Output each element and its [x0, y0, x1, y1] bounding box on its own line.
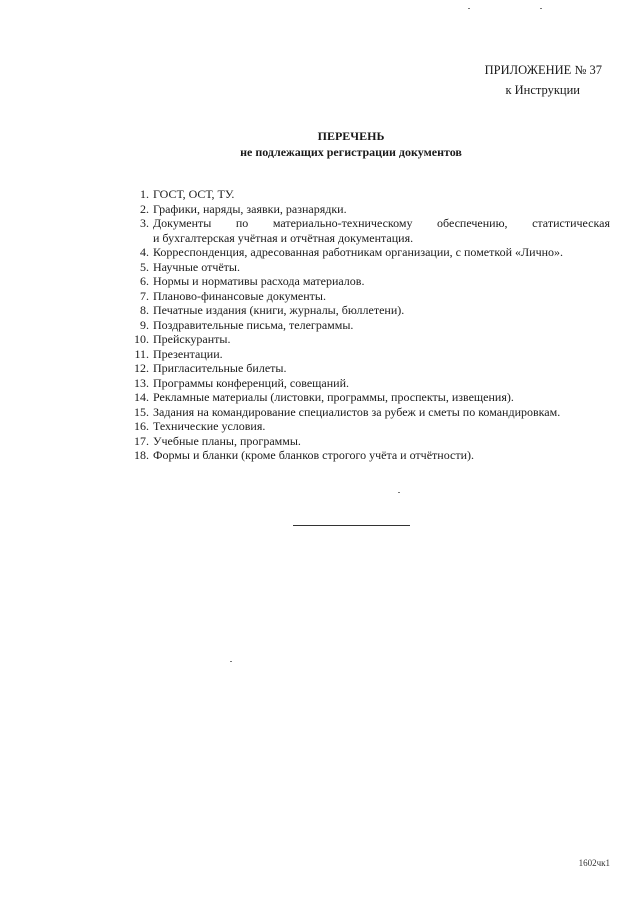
list-item	[132, 448, 610, 463]
appendix-number: ПРИЛОЖЕНИЕ № 37	[484, 63, 602, 77]
list-item-number: 16.	[134, 419, 149, 433]
list-item-text: Учебные планы, программы.	[153, 433, 301, 448]
list-item-number: 10.	[134, 332, 149, 346]
title-main: ПЕРЕЧЕНЬ	[317, 129, 385, 143]
list-item-number: 11.	[134, 346, 149, 361]
scan-speck	[398, 492, 400, 493]
list-item-text: Планово-финансовые документы.	[153, 288, 326, 303]
list-item	[132, 245, 610, 260]
list-item	[132, 274, 610, 289]
list-item	[132, 434, 610, 449]
list-item-text: Нормы и нормативы расхода материалов.	[153, 274, 365, 288]
list-item-text: Корреспонденция, адресованная работникам организации, с пометкой «Лично».	[153, 245, 564, 259]
list-item-number: 9.	[140, 317, 149, 332]
list-item	[132, 390, 610, 405]
separator-line	[293, 525, 410, 526]
list-item-number: 12.	[134, 361, 149, 375]
list-item-number: 4.	[140, 245, 149, 259]
list-item-number: 1.	[140, 187, 149, 201]
list-item-number: 8.	[140, 303, 149, 317]
list-item-text: Задания на командирование специалистов за рубеж и сметы по командировкам.	[153, 404, 561, 419]
list-item-text: ГОСТ, ОСТ, ТУ.	[153, 187, 235, 201]
scan-speck	[230, 661, 232, 662]
list-item-text: Рекламные материалы (листовки, программы, проспекты, извещения).	[153, 390, 514, 404]
list-item-number: 6.	[140, 274, 149, 288]
list-item	[132, 405, 610, 420]
scan-speck	[540, 8, 542, 9]
scan-speck	[468, 8, 470, 9]
list-item-number: 15.	[134, 404, 149, 419]
list-item-number: 5.	[140, 259, 149, 274]
document-list	[132, 187, 610, 463]
list-item-number: 7.	[140, 288, 149, 303]
list-item-text: Поздравительные письма, телеграммы.	[153, 317, 354, 332]
list-item	[132, 187, 610, 202]
list-item	[132, 419, 610, 434]
list-item-text	[153, 216, 610, 245]
list-item-text: Печатные издания (книги, журналы, бюллетени).	[153, 303, 405, 317]
list-item-text: Презентации.	[153, 346, 223, 361]
list-item-text: Графики, наряды, заявки, разнарядки.	[153, 201, 347, 216]
list-item-text: Прейскуранты.	[153, 332, 231, 346]
list-item	[132, 376, 610, 391]
list-item-word: по	[235, 216, 249, 230]
list-item-continuation: и бухгалтерская учётная и отчётная документация.	[153, 230, 414, 245]
list-item	[132, 260, 610, 275]
list-item	[132, 202, 610, 217]
list-item-text: Программы конференций, совещаний.	[153, 375, 350, 390]
title-subtitle: не подлежащих регистрации документов	[240, 145, 462, 159]
list-item	[132, 216, 610, 245]
list-item-number: 3.	[140, 216, 149, 230]
list-item-number: 14.	[134, 390, 149, 404]
list-item-number: 2.	[140, 201, 149, 216]
list-item-text: Формы и бланки (кроме бланков строгого учёта и отчётности).	[153, 448, 474, 462]
document-title	[0, 128, 640, 160]
list-item-text: Научные отчёты.	[153, 259, 240, 274]
list-item-text: Технические условия.	[153, 419, 266, 433]
appendix-reference: к Инструкции	[505, 83, 580, 97]
list-item-word: материально-техническому	[272, 216, 413, 230]
list-item-word: обеспечению,	[437, 216, 508, 230]
list-item-text: Пригласительные билеты.	[153, 361, 287, 375]
document-code: 1602чк1	[578, 858, 610, 868]
list-item	[132, 289, 610, 304]
list-item-word: Документы	[153, 216, 212, 230]
list-item-word: статистическая	[532, 216, 610, 230]
appendix-header	[442, 60, 602, 100]
list-item	[132, 303, 610, 318]
list-item	[132, 318, 610, 333]
list-item	[132, 347, 610, 362]
list-item-number: 13.	[134, 375, 149, 390]
list-item	[132, 361, 610, 376]
list-item-number: 18.	[134, 448, 149, 462]
list-item-number: 17.	[134, 433, 149, 448]
list-item-justified-line	[153, 216, 610, 231]
list-item	[132, 332, 610, 347]
